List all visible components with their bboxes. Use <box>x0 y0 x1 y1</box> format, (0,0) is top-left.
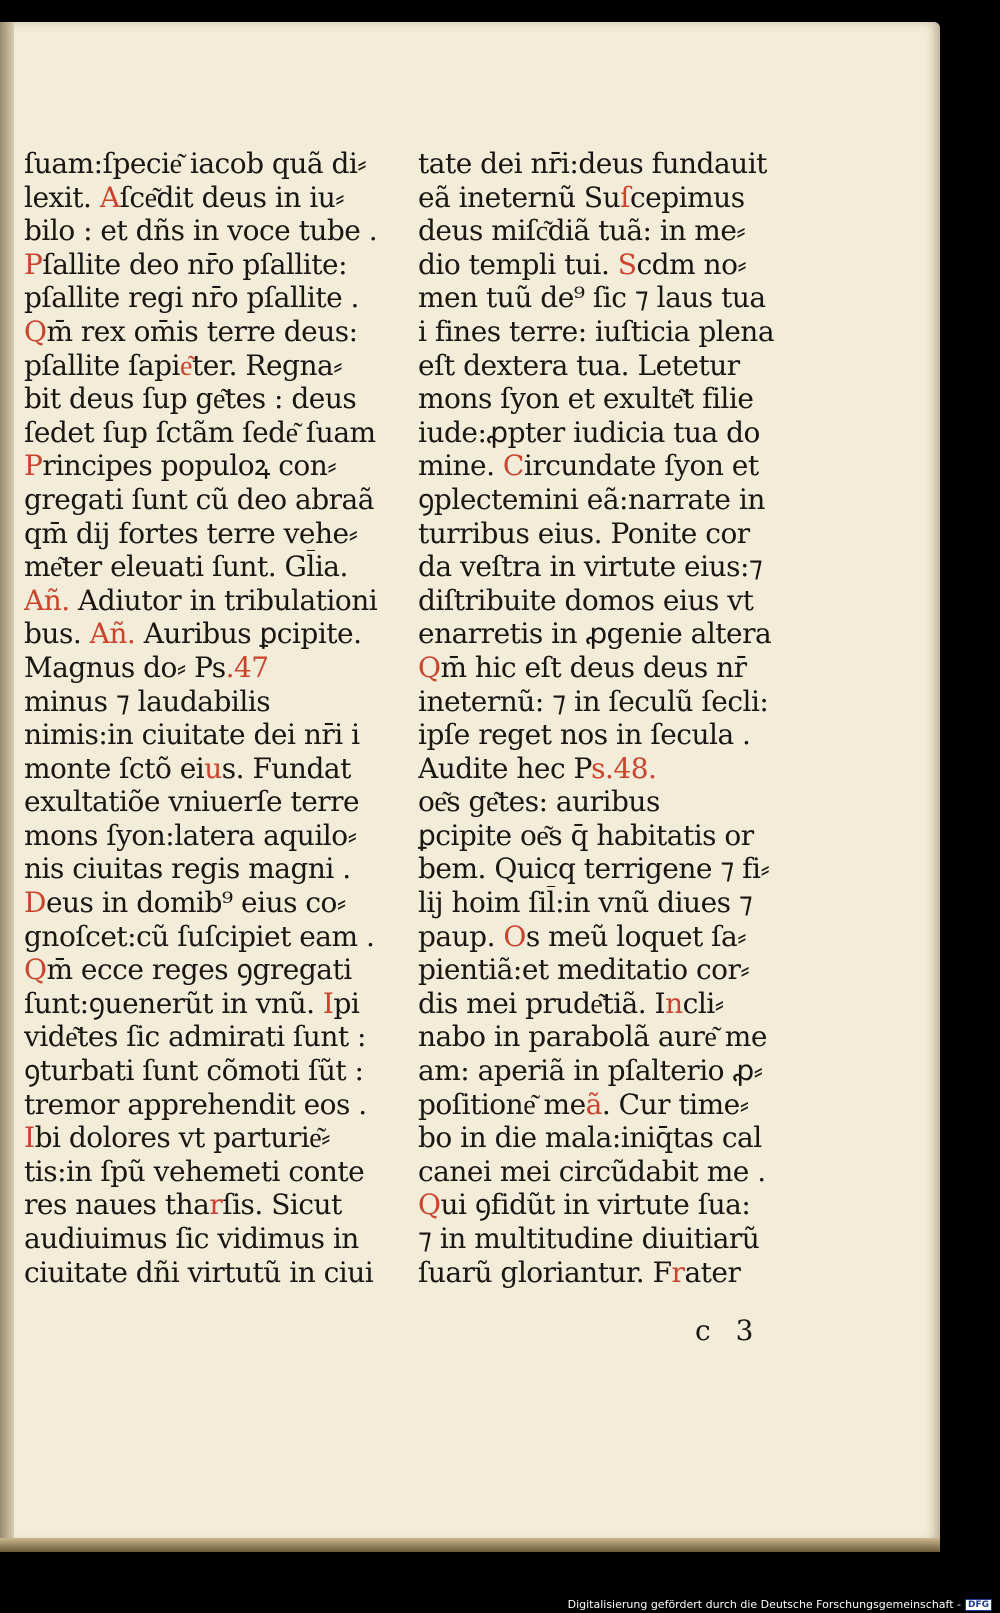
page-bottom-edge <box>0 1538 940 1552</box>
text-line: pſallite ſapie͂ter. Regna⸗ <box>24 348 343 382</box>
text-line: ⁊ in multitudine diuitiarũ <box>418 1222 760 1255</box>
text-line: eſt dextera tua. Letetur <box>418 348 740 382</box>
text-line: da veſtra in virtute eius:⁊ <box>418 550 763 584</box>
text-line: nis ciuitas regis magni . <box>24 852 351 886</box>
text-line: audiuimus ſic vidimus in <box>24 1222 359 1255</box>
text-line: tate dei nr̄i:deus fundauit <box>418 147 767 180</box>
text-line: poſitione͂ meã. Cur time⸗ <box>418 1087 749 1121</box>
text-line: Qm̄ rex om̄is terre deus: <box>24 314 358 348</box>
digitization-credit <box>568 1598 992 1611</box>
text-line: ſuam:ſpecie͂ iacob quã di⸗ <box>24 147 367 180</box>
text-line: res naues tharſis. Sicut <box>24 1188 342 1222</box>
text-line: nimis:in ciuitate dei nr̄i i <box>24 718 360 752</box>
text-line: minus ⁊ laudabilis <box>24 684 271 718</box>
text-line: tremor apprehendit eos . <box>24 1087 367 1121</box>
left-text-column <box>24 147 404 1289</box>
text-line: ſedet ſup ſctãm ſede͂ ſuam <box>24 415 376 449</box>
text-line: diſtribuite domos eius vt <box>418 583 754 617</box>
text-line: Pſallite deo nr̄o pſallite: <box>24 247 348 281</box>
text-line: Qm̄ ecce reges ꝯgregati <box>24 953 352 987</box>
text-line: lij hoim ſil̄:in vnũ diues ⁊ <box>418 886 753 920</box>
text-line: pientiã:et meditatio cor⸗ <box>418 953 750 987</box>
text-line: dio templi tui. Scdm no⸗ <box>418 247 747 281</box>
text-line: dis mei prude͂tiã. Incli⸗ <box>418 986 724 1020</box>
text-line: Qm̄ hic eſt deus deus nr̄ <box>418 650 747 684</box>
text-line: bus. Añ. Auribus ꝑcipite. <box>24 617 362 651</box>
text-line: ꝯplectemini eã:narrate in <box>418 482 765 516</box>
text-line: iude:ꝓpter iudicia tua do <box>418 415 760 449</box>
text-line: me͂ter eleuati ſunt. Gl̄ia. <box>24 550 348 584</box>
text-line: gnoſcet:cũ ſuſcipiet eam . <box>24 919 375 953</box>
text-line: gregati ſunt cũ deo abraã <box>24 482 374 516</box>
text-line: eã ineternũ Suſcepimus <box>418 180 745 214</box>
text-line: tis:in ſpũ vehemeti conte <box>24 1154 365 1188</box>
credit-text: Digitalisierung gefördert durch die Deutsche Forschungsgemeinschaft - <box>567 1598 961 1611</box>
text-line: ꝯturbati ſunt cõmoti ſũt : <box>24 1054 364 1088</box>
text-line: ſuarũ gloriantur. Frater <box>418 1255 741 1289</box>
text-line: paup. Os meũ loquet ſa⸗ <box>418 919 747 953</box>
text-line: qm̄ dij fortes terre vehe⸗ <box>24 516 358 550</box>
text-line: enarretis in ꝓgenie altera <box>418 617 772 651</box>
text-line: i fines terre: iuſticia plena <box>418 314 775 348</box>
text-line: bem. Quicq terrigene ⁊ fi⸗ <box>418 852 770 886</box>
text-line: bit deus ſup ge͂tes : deus <box>24 382 357 416</box>
text-line: mons ſyon:latera aquilo⸗ <box>24 818 357 852</box>
text-line: mons ſyon et exulte͂t filie <box>418 382 754 416</box>
text-line: exultatiõe vniuerſe terre <box>24 785 360 819</box>
text-line: Principes populoꝝ con⸗ <box>24 449 337 483</box>
text-line: Deus in domib⁹ eius co⸗ <box>24 886 346 920</box>
dfg-logo: DFG <box>965 1599 992 1611</box>
text-line: pſallite regi nr̄o pſallite . <box>24 281 359 315</box>
text-line: ciuitate dñi virtutũ in ciui <box>24 1255 374 1289</box>
signature-mark: c 3 <box>695 1314 762 1347</box>
text-line: lexit. Aſce͂dit deus in iu⸗ <box>24 180 345 214</box>
text-line: Magnus do⸗ Ps.47 <box>24 650 269 684</box>
text-line: Qui ꝯfidũt in virtute ſua: <box>418 1188 751 1222</box>
book-page <box>0 22 940 1552</box>
text-line: mine. Circundate ſyon et <box>418 449 759 483</box>
text-line: Ibi dolores vt parturie͂⸗ <box>24 1121 331 1155</box>
page-gutter <box>0 22 14 1552</box>
text-line: vide͂tes ſic admirati ſunt : <box>24 1020 366 1054</box>
text-line: deus miſc͂diã tuã: in me⸗ <box>418 214 746 248</box>
text-line: oe͂s ge͂tes: auribus <box>418 785 660 819</box>
text-line: canei mei circũdabit me . <box>418 1154 766 1188</box>
text-line: monte ſctõ eius. Fundat <box>24 751 351 785</box>
text-line: Añ. Adiutor in tribulationi <box>24 583 378 617</box>
text-line: ipſe reget nos in ſecula . <box>418 718 751 752</box>
text-line: turribus eius. Ponite cor <box>418 516 750 550</box>
text-line: bilo : et dñs in voce tube . <box>24 214 378 248</box>
text-line: ꝑcipite oe͂s q̄ habitatis or <box>418 818 754 852</box>
text-line: nabo in parabolã aure͂ me <box>418 1020 767 1054</box>
text-line: ſunt:ꝯuenerũt in vnũ. Ipi <box>24 986 360 1020</box>
text-line: am: aperiã in pſalterio ꝓ⸗ <box>418 1054 763 1088</box>
text-line: men tuũ de⁹ ſic ⁊ laus tua <box>418 281 766 315</box>
text-line: ineternũ: ⁊ in ſeculũ ſecli: <box>418 684 769 718</box>
right-text-column <box>418 147 798 1289</box>
text-line: Audite hec Ps.48. <box>418 751 657 785</box>
text-line: bo in die mala:iniq̄tas cal <box>418 1121 762 1155</box>
